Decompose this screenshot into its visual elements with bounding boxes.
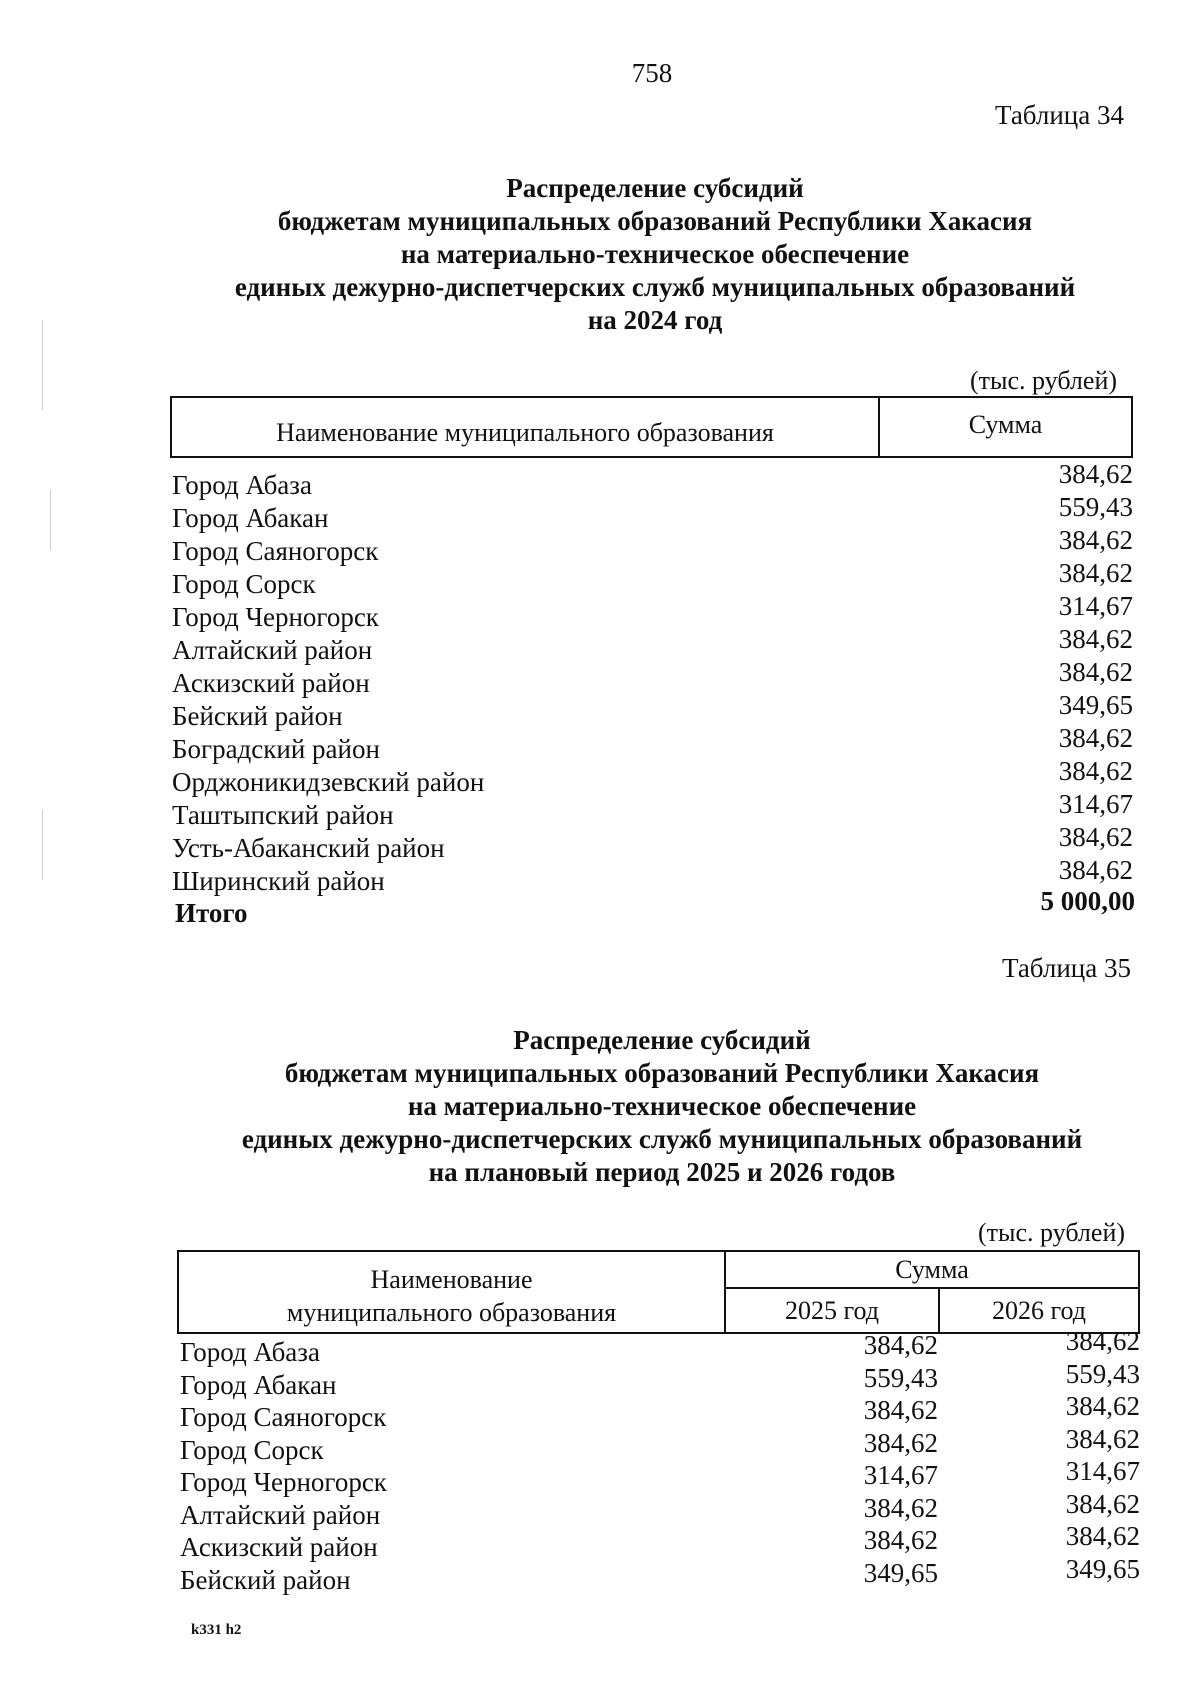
- table-34-row-value: 314,67: [1058, 591, 1133, 621]
- header-name-line1: Наименование: [370, 1265, 533, 1294]
- table-34-row-value: 559,43: [1058, 492, 1133, 522]
- table-35-row-value-2025: 384,62: [863, 1330, 938, 1360]
- table-34-row-value: 384,62: [1058, 855, 1133, 885]
- title-line: бюджетам муниципальных образований Республики Хакасия: [284, 1058, 1040, 1088]
- header-name: Наименование муниципального образования: [276, 418, 774, 447]
- table-35-row-name: Бейский район: [180, 1564, 351, 1595]
- table-35-row-name: Аскизский район: [180, 1532, 378, 1562]
- table-34-row-name: Ширинский район: [172, 866, 385, 896]
- total-label: Итого: [175, 898, 248, 928]
- title-line: на материально-техническое обеспечение: [407, 1091, 917, 1121]
- table-35-row-value-2026: 384,62: [1065, 1326, 1140, 1356]
- table-34-row-value: 349,65: [1058, 690, 1133, 720]
- footer-code: k331 h2: [191, 1622, 242, 1638]
- scan-speck: [50, 490, 51, 550]
- page-number: 758: [631, 58, 673, 88]
- table-34-row-value: 384,62: [1058, 525, 1133, 555]
- table-34-label: Таблица 34: [995, 100, 1124, 130]
- table-35-row-value-2025: 314,67: [863, 1460, 938, 1490]
- table-34-row-name: Город Абаза: [172, 470, 312, 500]
- title-line: Распределение субсидий: [506, 173, 804, 203]
- table-35-row-value-2025: 384,62: [863, 1492, 938, 1523]
- title-line: на материально-техническое обеспечение: [400, 239, 910, 269]
- title-line: бюджетам муниципальных образований Республики Хакасия: [277, 206, 1033, 236]
- table-35-row-value-2025: 559,43: [863, 1362, 938, 1393]
- table-35-units: (тыс. рублей): [978, 1218, 1126, 1247]
- table-34-row-value: 384,62: [1058, 558, 1133, 588]
- title-line: единых дежурно-диспетчерских служб муниципальных образований: [234, 272, 1076, 302]
- header-divider: [724, 1287, 1140, 1289]
- table-34-row-value: 384,62: [1058, 459, 1133, 489]
- table-35-row-value-2026: 314,67: [1065, 1456, 1140, 1486]
- table-34-row-value: 384,62: [1058, 657, 1133, 687]
- table-34-title: [120, 172, 1190, 337]
- table-35-row-value-2025: 384,62: [863, 1395, 938, 1425]
- scan-speck: [42, 810, 43, 880]
- table-34-row-value: 384,62: [1058, 723, 1133, 753]
- title-line: Распределение субсидий: [513, 1025, 811, 1055]
- table-34-row-value: 384,62: [1058, 822, 1133, 852]
- table-34-row-name: Город Черногорск: [172, 602, 379, 632]
- table-35-row-value-2025: 349,65: [863, 1557, 938, 1588]
- table-35-row-value-2026: 384,62: [1065, 1391, 1140, 1421]
- title-line: единых дежурно-диспетчерских служб муниципальных образований: [241, 1124, 1083, 1154]
- table-35-row-name: Город Абакан: [180, 1369, 337, 1400]
- table-34-row-name: Таштыпский район: [172, 800, 394, 830]
- scan-speck: [42, 320, 43, 410]
- title-line: на 2024 год: [587, 305, 723, 335]
- table-35-row-value-2025: 384,62: [863, 1427, 938, 1458]
- table-35-row-name: Город Сорск: [180, 1434, 324, 1465]
- total-value: 5 000,00: [1040, 886, 1135, 916]
- header-sum: Сумма: [968, 410, 1043, 439]
- table-34-row-name: Город Абакан: [172, 503, 329, 533]
- table-34-row-value: 384,62: [1058, 756, 1133, 786]
- header-name-line2: муниципального образования: [286, 1298, 617, 1327]
- table-34-row-name: Орджоникидзевский район: [172, 767, 485, 797]
- table-35-row-value-2026: 349,65: [1065, 1553, 1140, 1584]
- table-35-row-value-2026: 384,62: [1065, 1488, 1140, 1519]
- table-34-row-name: Боградский район: [172, 734, 380, 764]
- table-35-title: [127, 1024, 1197, 1189]
- table-34-row-name: Усть-Абаканский район: [172, 833, 445, 863]
- table-35-row-name: Алтайский район: [180, 1499, 381, 1530]
- table-34-units: (тыс. рублей): [970, 366, 1118, 395]
- table-35-row-name: Город Черногорск: [180, 1467, 387, 1497]
- table-34-row-name: Город Саяногорск: [172, 536, 379, 566]
- table-35-label: Таблица 35: [1002, 953, 1131, 983]
- header-year-2026: 2026 год: [992, 1296, 1086, 1325]
- title-line: на плановый период 2025 и 2026 годов: [428, 1157, 896, 1187]
- header-year-2025: 2025 год: [785, 1296, 879, 1325]
- table-35-row-name: Город Абаза: [180, 1337, 320, 1367]
- table-34-row-name: Город Сорск: [172, 569, 316, 599]
- table-34-row-name: Алтайский район: [172, 635, 373, 665]
- table-35-row-value-2026: 384,62: [1065, 1521, 1140, 1551]
- table-34-row-name: Аскизский район: [172, 668, 370, 698]
- header-sum: Сумма: [895, 1254, 969, 1284]
- table-34-row-value: 384,62: [1058, 624, 1133, 654]
- table-34-row-name: Бейский район: [172, 701, 343, 731]
- table-35-row-value-2026: 384,62: [1065, 1423, 1140, 1454]
- table-35-row-value-2026: 559,43: [1065, 1358, 1140, 1389]
- table-35-row-name: Город Саяногорск: [180, 1402, 387, 1432]
- table-35-row-value-2025: 384,62: [863, 1525, 938, 1555]
- table-34-row-value: 314,67: [1058, 789, 1133, 819]
